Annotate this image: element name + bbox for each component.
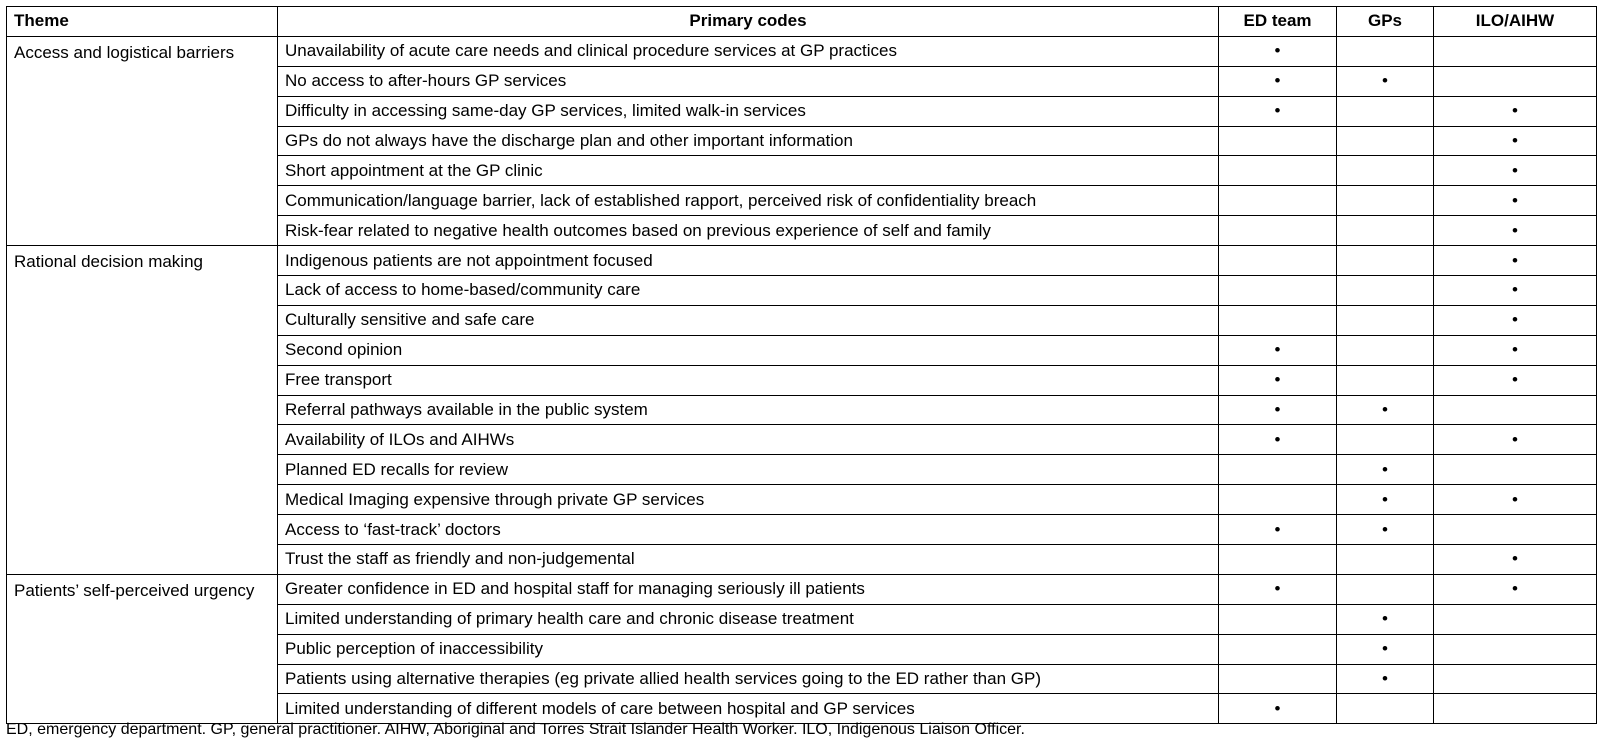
bullet-mark: • — [1512, 280, 1518, 300]
ed-team-mark-cell — [1219, 66, 1337, 96]
primary-code-cell: Availability of ILOs and AIHWs — [278, 425, 1219, 455]
primary-code-cell: Difficulty in accessing same-day GP services, limited walk-in services — [278, 96, 1219, 126]
ed-team-mark-cell — [1219, 485, 1337, 515]
ed-team-mark-cell — [1219, 604, 1337, 634]
bullet-mark: • — [1274, 400, 1281, 420]
ed-team-mark-cell — [1219, 634, 1337, 664]
ed-team-mark-cell — [1219, 186, 1337, 216]
ilo-aihw-mark-cell — [1434, 186, 1597, 216]
ed-team-mark-cell — [1219, 126, 1337, 156]
primary-code-cell: Medical Imaging expensive through private GP services — [278, 485, 1219, 515]
ilo-aihw-mark-cell — [1434, 96, 1597, 126]
primary-code-cell: Limited understanding of primary health care and chronic disease treatment — [278, 604, 1219, 634]
primary-code-cell: Short appointment at the GP clinic — [278, 156, 1219, 186]
ed-team-mark-cell — [1219, 395, 1337, 425]
ilo-aihw-mark-cell — [1434, 634, 1597, 664]
ilo-aihw-mark-cell — [1434, 246, 1597, 276]
bullet-mark: • — [1274, 429, 1281, 449]
ed-team-mark-cell — [1219, 216, 1337, 246]
gps-mark-cell — [1337, 485, 1434, 515]
theme-cell: Patients’ self-perceived urgency — [7, 574, 278, 723]
gps-mark-cell — [1337, 574, 1434, 604]
primary-code-cell: Culturally sensitive and safe care — [278, 305, 1219, 335]
gps-mark-cell — [1337, 455, 1434, 485]
ilo-aihw-mark-cell — [1434, 395, 1597, 425]
primary-code-cell: Unavailability of acute care needs and clinical procedure services at GP practices — [278, 36, 1219, 66]
theme-cell: Access and logistical barriers — [7, 36, 278, 245]
gps-mark-cell — [1337, 126, 1434, 156]
header-ilo-aihw: ILO/AIHW — [1434, 7, 1597, 37]
primary-code-cell: Risk-fear related to negative health outcomes based on previous experience of self and family — [278, 216, 1219, 246]
ilo-aihw-mark-cell — [1434, 604, 1597, 634]
primary-code-cell: Limited understanding of different models of care between hospital and GP services — [278, 694, 1219, 724]
ed-team-mark-cell — [1219, 156, 1337, 186]
bullet-mark: • — [1512, 370, 1518, 390]
ed-team-mark-cell — [1219, 694, 1337, 724]
ilo-aihw-mark-cell — [1434, 276, 1597, 306]
ilo-aihw-mark-cell — [1434, 335, 1597, 365]
bullet-mark: • — [1274, 71, 1281, 91]
primary-code-cell: Second opinion — [278, 335, 1219, 365]
bullet-mark: • — [1274, 340, 1281, 360]
bullet-mark: • — [1512, 250, 1518, 270]
primary-code-cell: Lack of access to home-based/community care — [278, 276, 1219, 306]
gps-mark-cell — [1337, 365, 1434, 395]
gps-mark-cell — [1337, 425, 1434, 455]
gps-mark-cell — [1337, 634, 1434, 664]
primary-code-cell: Communication/language barrier, lack of established rapport, perceived risk of confidentiality breach — [278, 186, 1219, 216]
bullet-mark: • — [1512, 549, 1518, 569]
primary-code-cell: Access to ‘fast-track’ doctors — [278, 515, 1219, 545]
bullet-mark: • — [1512, 190, 1518, 210]
ed-team-mark-cell — [1219, 246, 1337, 276]
bullet-mark: • — [1512, 160, 1518, 180]
bullet-mark: • — [1274, 370, 1281, 390]
primary-code-cell: Greater confidence in ED and hospital staff for managing seriously ill patients — [278, 574, 1219, 604]
table-container — [6, 6, 1596, 724]
gps-mark-cell — [1337, 66, 1434, 96]
bullet-mark: • — [1382, 519, 1388, 539]
ilo-aihw-mark-cell — [1434, 485, 1597, 515]
gps-mark-cell — [1337, 36, 1434, 66]
ilo-aihw-mark-cell — [1434, 664, 1597, 694]
header-ed-team: ED team — [1219, 7, 1337, 37]
ed-team-mark-cell — [1219, 455, 1337, 485]
gps-mark-cell — [1337, 694, 1434, 724]
gps-mark-cell — [1337, 96, 1434, 126]
bullet-mark: • — [1512, 340, 1518, 360]
gps-mark-cell — [1337, 186, 1434, 216]
bullet-mark: • — [1274, 579, 1281, 599]
bullet-mark: • — [1512, 131, 1518, 150]
primary-code-cell: Referral pathways available in the public system — [278, 395, 1219, 425]
ilo-aihw-mark-cell — [1434, 455, 1597, 485]
bullet-mark: • — [1274, 698, 1281, 718]
gps-mark-cell — [1337, 156, 1434, 186]
gps-mark-cell — [1337, 335, 1434, 365]
header-theme: Theme — [7, 7, 278, 37]
gps-mark-cell — [1337, 216, 1434, 246]
ilo-aihw-mark-cell — [1434, 574, 1597, 604]
ilo-aihw-mark-cell — [1434, 126, 1597, 156]
gps-mark-cell — [1337, 545, 1434, 575]
primary-code-cell: Free transport — [278, 365, 1219, 395]
footnote: ED, emergency department. GP, general practitioner. AIHW, Aboriginal and Torres Strait Islander Health Worker. ILO, Indigenous Liaison Officer. — [6, 721, 1025, 738]
gps-mark-cell — [1337, 246, 1434, 276]
primary-code-cell: Indigenous patients are not appointment focused — [278, 246, 1219, 276]
gps-mark-cell — [1337, 276, 1434, 306]
bullet-mark: • — [1512, 220, 1518, 240]
bullet-mark: • — [1512, 429, 1518, 449]
ed-team-mark-cell — [1219, 545, 1337, 575]
gps-mark-cell — [1337, 664, 1434, 694]
ilo-aihw-mark-cell — [1434, 305, 1597, 335]
ed-team-mark-cell — [1219, 574, 1337, 604]
ed-team-mark-cell — [1219, 335, 1337, 365]
bullet-mark: • — [1382, 489, 1388, 509]
ilo-aihw-mark-cell — [1434, 216, 1597, 246]
header-gps: GPs — [1337, 7, 1434, 37]
bullet-mark: • — [1512, 579, 1518, 599]
header-row — [7, 7, 1597, 37]
primary-code-cell: Patients using alternative therapies (eg private allied health services going to the ED rather than GP) — [278, 664, 1219, 694]
primary-code-cell: GPs do not always have the discharge plan and other important information — [278, 126, 1219, 156]
ed-team-mark-cell — [1219, 36, 1337, 66]
bullet-mark: • — [1382, 71, 1388, 91]
ilo-aihw-mark-cell — [1434, 545, 1597, 575]
ed-team-mark-cell — [1219, 305, 1337, 335]
ed-team-mark-cell — [1219, 96, 1337, 126]
gps-mark-cell — [1337, 395, 1434, 425]
bullet-mark: • — [1382, 400, 1388, 420]
ilo-aihw-mark-cell — [1434, 365, 1597, 395]
ilo-aihw-mark-cell — [1434, 156, 1597, 186]
ed-team-mark-cell — [1219, 276, 1337, 306]
bullet-mark: • — [1274, 41, 1281, 61]
bullet-mark: • — [1274, 101, 1281, 121]
bullet-mark: • — [1274, 519, 1281, 539]
bullet-mark: • — [1382, 639, 1388, 659]
gps-mark-cell — [1337, 604, 1434, 634]
primary-code-cell: Planned ED recalls for review — [278, 455, 1219, 485]
ilo-aihw-mark-cell — [1434, 515, 1597, 545]
table-row — [7, 574, 1597, 604]
bullet-mark: • — [1382, 609, 1388, 629]
ilo-aihw-mark-cell — [1434, 66, 1597, 96]
bullet-mark: • — [1382, 669, 1388, 689]
header-primary-codes: Primary codes — [278, 7, 1219, 37]
ed-team-mark-cell — [1219, 365, 1337, 395]
ed-team-mark-cell — [1219, 664, 1337, 694]
primary-code-cell: No access to after-hours GP services — [278, 66, 1219, 96]
bullet-mark: • — [1512, 310, 1518, 330]
table-body — [7, 36, 1597, 723]
ilo-aihw-mark-cell — [1434, 425, 1597, 455]
gps-mark-cell — [1337, 305, 1434, 335]
gps-mark-cell — [1337, 515, 1434, 545]
bullet-mark: • — [1512, 101, 1518, 121]
ed-team-mark-cell — [1219, 515, 1337, 545]
primary-code-cell: Trust the staff as friendly and non-judgemental — [278, 545, 1219, 575]
bullet-mark: • — [1382, 459, 1388, 479]
ilo-aihw-mark-cell — [1434, 694, 1597, 724]
table-row — [7, 36, 1597, 66]
ilo-aihw-mark-cell — [1434, 36, 1597, 66]
ed-team-mark-cell — [1219, 425, 1337, 455]
themes-table — [6, 6, 1597, 724]
primary-code-cell: Public perception of inaccessibility — [278, 634, 1219, 664]
theme-cell: Rational decision making — [7, 246, 278, 575]
table-row — [7, 246, 1597, 276]
bullet-mark: • — [1512, 489, 1518, 509]
